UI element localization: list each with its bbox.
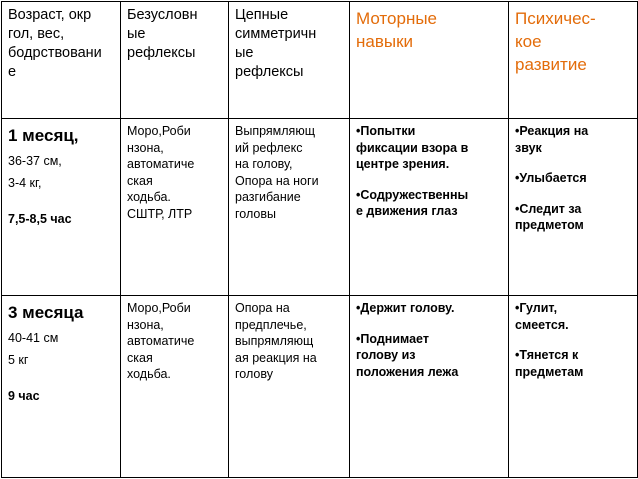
list-item: •Следит за предметом — [515, 201, 584, 233]
table-row — [2, 296, 638, 478]
motor-cell — [350, 119, 509, 296]
development-table — [1, 1, 638, 478]
table-row — [2, 119, 638, 296]
header-chain-reflexes: Цепные симметричн ые рефлексы — [229, 2, 350, 119]
chain-reflexes-cell: Опора на предплечье, выпрямляющ ая реакция на голову — [229, 296, 350, 478]
header-unconditioned-reflexes: Безусловн ые рефлексы — [121, 2, 229, 119]
list-item: •Гулит, смеется. — [515, 301, 569, 332]
age-title: 3 месяца — [8, 303, 84, 322]
header-mental-development: Психичес- кое развитие — [509, 2, 638, 119]
weight: 3-4 кг, — [8, 176, 42, 190]
psych-cell — [509, 119, 638, 296]
head-circumference: 36-37 см, — [8, 154, 62, 168]
reflexes-cell: Моро,Роби нзона, автоматиче ская ходьба. — [121, 296, 229, 478]
list-item: •Улыбается — [515, 171, 587, 186]
list-item: •Держит голову. — [356, 301, 455, 315]
wake-time: 9 час — [8, 389, 40, 403]
age-cell — [2, 296, 121, 478]
list-item: •Поднимает голову из положения лежа — [356, 331, 459, 379]
wake-time: 7,5-8,5 час — [8, 212, 72, 226]
motor-cell — [350, 296, 509, 478]
list-item: •Содружественны е движения глаз — [356, 187, 469, 219]
list-item: •Тянется к предметам — [515, 348, 584, 379]
psych-cell — [509, 296, 638, 478]
list-item: •Попытки фиксации взора в центре зрения. — [356, 124, 469, 172]
header-age: Возраст, окр гол, вес, бодрствовани е — [2, 2, 121, 119]
chain-reflexes-cell: Выпрямляющ ий рефлекс на голову, Опора на ноги разгибание головы — [229, 119, 350, 296]
reflexes-cell: Моро,Роби нзона, автоматиче ская ходьба. СШТР, ЛТР — [121, 119, 229, 296]
list-item: •Реакция на звук — [515, 124, 589, 155]
weight: 5 кг — [8, 353, 29, 367]
age-title: 1 месяц, — [8, 126, 79, 145]
age-cell — [2, 119, 121, 296]
head-circumference: 40-41 см — [8, 331, 59, 345]
header-row — [2, 2, 638, 119]
header-motor-skills: Моторные навыки — [350, 2, 509, 119]
